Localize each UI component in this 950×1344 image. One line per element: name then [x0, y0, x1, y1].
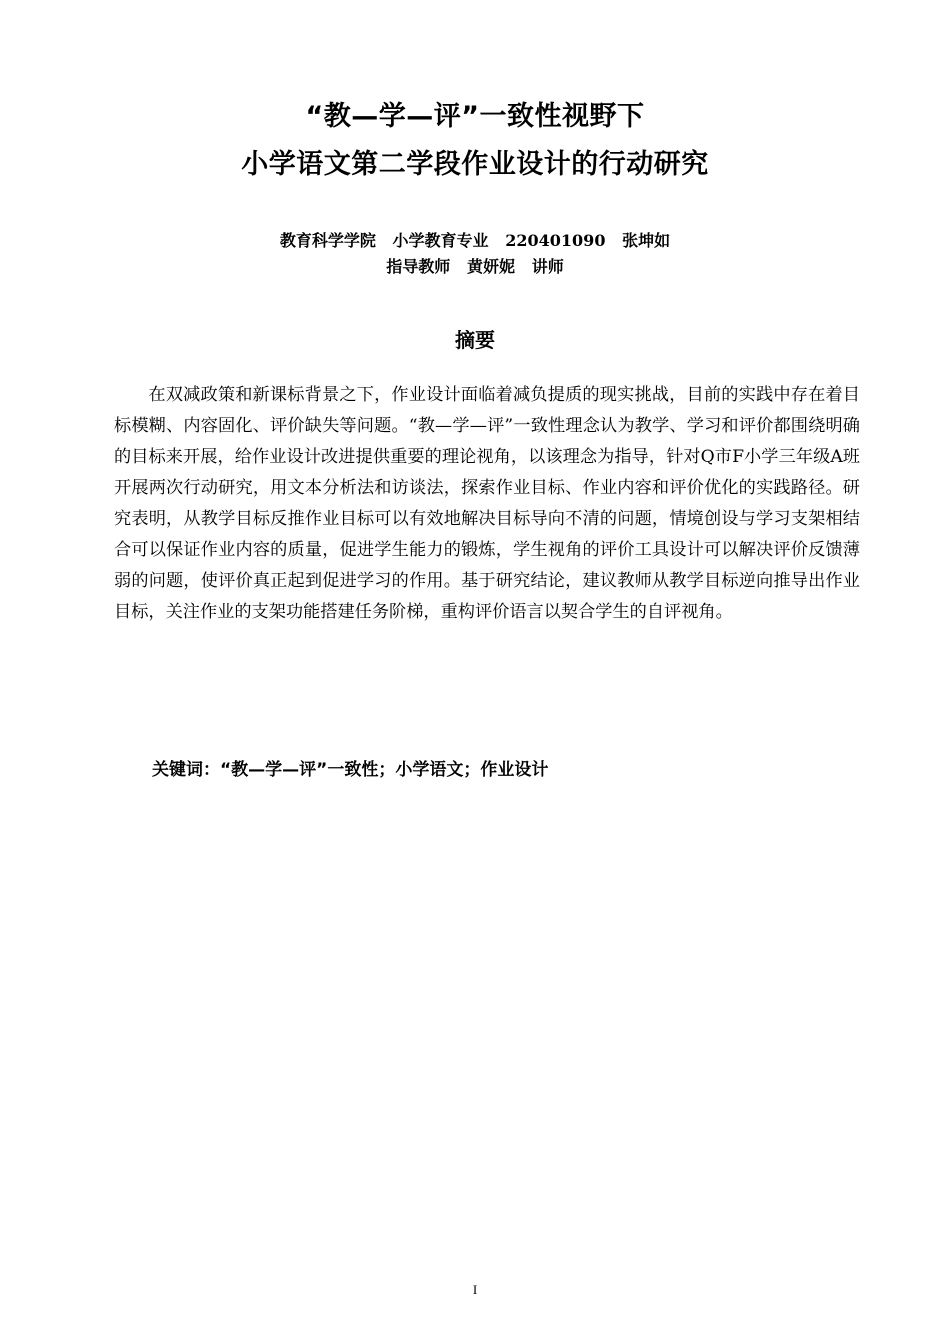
paper-title-line-2: 小学语文第二学段作业设计的行动研究 [241, 149, 709, 180]
author-info: 教育科学学院 小学教育专业 220401090 张坤如 [279, 231, 671, 250]
abstract-heading: 摘要 [455, 328, 495, 352]
advisor-info: 指导教师 黄妍妮 讲师 [386, 257, 564, 276]
keywords: 关键词：“教—学—评”一致性；小学语文；作业设计 [152, 760, 549, 780]
abstract-body: 在双减政策和新课标背景之下，作业设计面临着减负提质的现实挑战，目前的实践中存在着目标模糊、内容固化、评价缺失等问题。“教—学—评”一致性理念认为教学、学习和评价都围绕明确的目标来开展，给作业设计改进提供重要的理论视角，以该理念为指导，针对Q市F小学三年级A班开展两次行动研究，用文本分析法和访谈法，探索作业目标、作业内容和评价优化的实践路径。研究表明，从教学目标反推作业目标可以有效地解决目标导向不清的问题，情境创设与学习支架相结合可以保证作业内容的质量，促进学生能力的锻炼，学生视角的评价工具设计可以解决评价反馈薄弱的问题，使评价真正起到促进学习的作用。基于研究结论，建议教师从教学目标逆向推导出作业目标，关注作业的支架功能搭建任务阶梯，重构评价语言以契合学生的自评视角。 [114, 385, 860, 622]
page-number: I [472, 1282, 478, 1297]
paper-title-line-1: “教—学—评”一致性视野下 [305, 101, 645, 132]
